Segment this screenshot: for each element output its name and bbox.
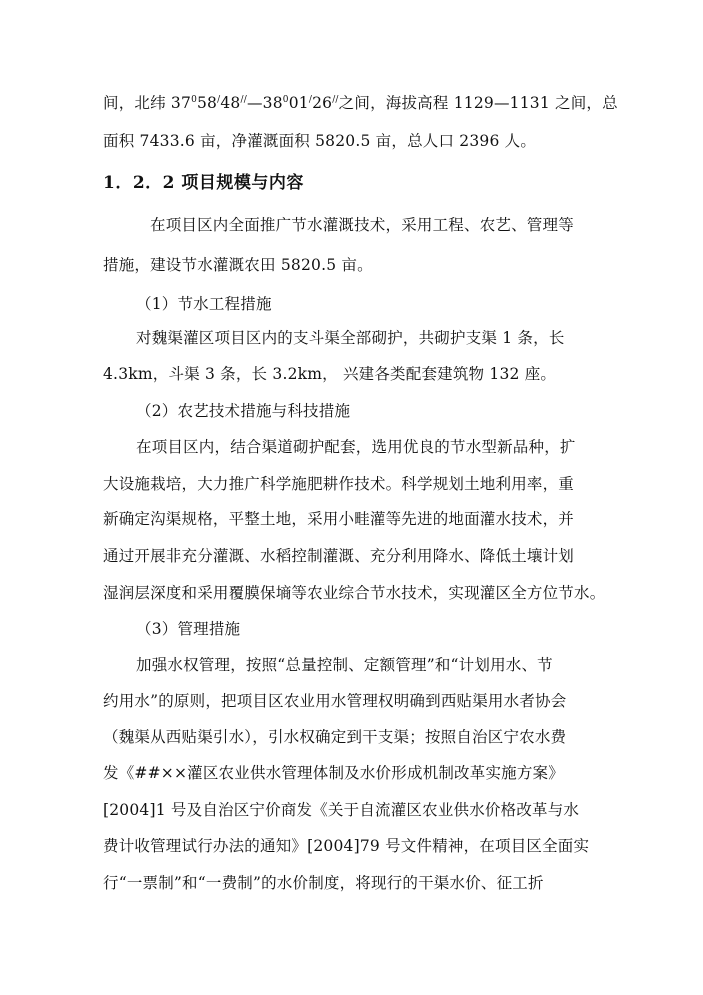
text-segment: 58	[197, 94, 218, 112]
sub3-line-6: 费计收管理试行办法的通知》[2004]79 号文件精神，在项目区全面实	[103, 837, 590, 855]
intro-line-1: 在项目区内全面推广节水灌溉技术，采用工程、农艺、管理等	[150, 216, 574, 234]
text-segment: 01	[288, 94, 309, 112]
sub2-line-2: 大设施栽培，大力推广科学施肥耕作技术。科学规划土地利用率，重	[103, 475, 575, 493]
location-line-2: 面积 7433.6 亩，净灌溉面积 5820.5 亩，总人口 2396 人。	[103, 132, 537, 150]
degree-mark: 0	[191, 94, 197, 105]
sub3-line-5: [2004]1 号及自治区宁价商发《关于自流灌区农业供水价格改革与水	[103, 801, 580, 819]
location-line-1	[103, 93, 618, 113]
section-heading: 1．2．2 项目规模与内容	[103, 173, 304, 193]
sub1-line-2: 4.3km，斗渠 3 条，长 3.2km， 兴建各类配套建筑物 132 座。	[103, 365, 557, 383]
subsection-2-title: （2）农艺技术措施与科技措施	[136, 402, 351, 420]
sub1-line-1: 对魏渠灌区项目区内的支斗渠全部砌护，共砌护支渠 1 条，长	[136, 329, 565, 347]
text-segment: 26	[312, 94, 333, 112]
minute-mark: /	[308, 94, 313, 105]
second-mark: //	[240, 94, 247, 105]
sub3-line-4: 发《##××灌区农业供水管理体制及水价形成机制改革实施方案》	[103, 764, 564, 782]
sub2-line-1: 在项目区内，结合渠道砌护配套，选用优良的节水型新品种，扩	[136, 438, 576, 456]
degree-mark: 0	[282, 94, 289, 105]
minute-mark: /	[217, 94, 221, 105]
text-segment: 之间，海拔高程 1129—1131 之间，总	[338, 94, 618, 112]
sub3-line-7: 行“一票制”和“一费制”的水价制度，将现行的干渠水价、征工折	[103, 874, 544, 892]
intro-line-2: 措施，建设节水灌溉农田 5820.5 亩。	[103, 256, 373, 274]
sub3-line-3: （魏渠从西贴渠引水），引水权确定到干支渠；按照自治区宁农水费	[103, 728, 567, 746]
sub2-line-4: 通过开展非充分灌溉、水稻控制灌溉、充分利用降水、降低土壤计划	[103, 547, 575, 565]
text-segment: 间，北纬 37	[103, 94, 192, 112]
sub3-line-1: 加强水权管理，按照“总量控制、定额管理”和“计划用水、节	[136, 656, 553, 674]
sub3-line-2: 约用水”的原则，把项目区农业用水管理权明确到西贴渠用水者协会	[103, 692, 567, 710]
subsection-1-title: （1）节水工程措施	[136, 295, 272, 313]
subsection-3-title: （3）管理措施	[136, 620, 241, 638]
second-mark: //	[332, 94, 339, 105]
sub2-line-5: 湿润层深度和采用覆膜保墒等农业综合节水技术，实现灌区全方位节水。	[103, 584, 606, 602]
text-segment: 48	[220, 94, 241, 112]
text-segment: —38	[246, 94, 283, 112]
sub2-line-3: 新确定沟渠规格，平整土地，采用小畦灌等先进的地面灌水技术，并	[103, 510, 575, 528]
